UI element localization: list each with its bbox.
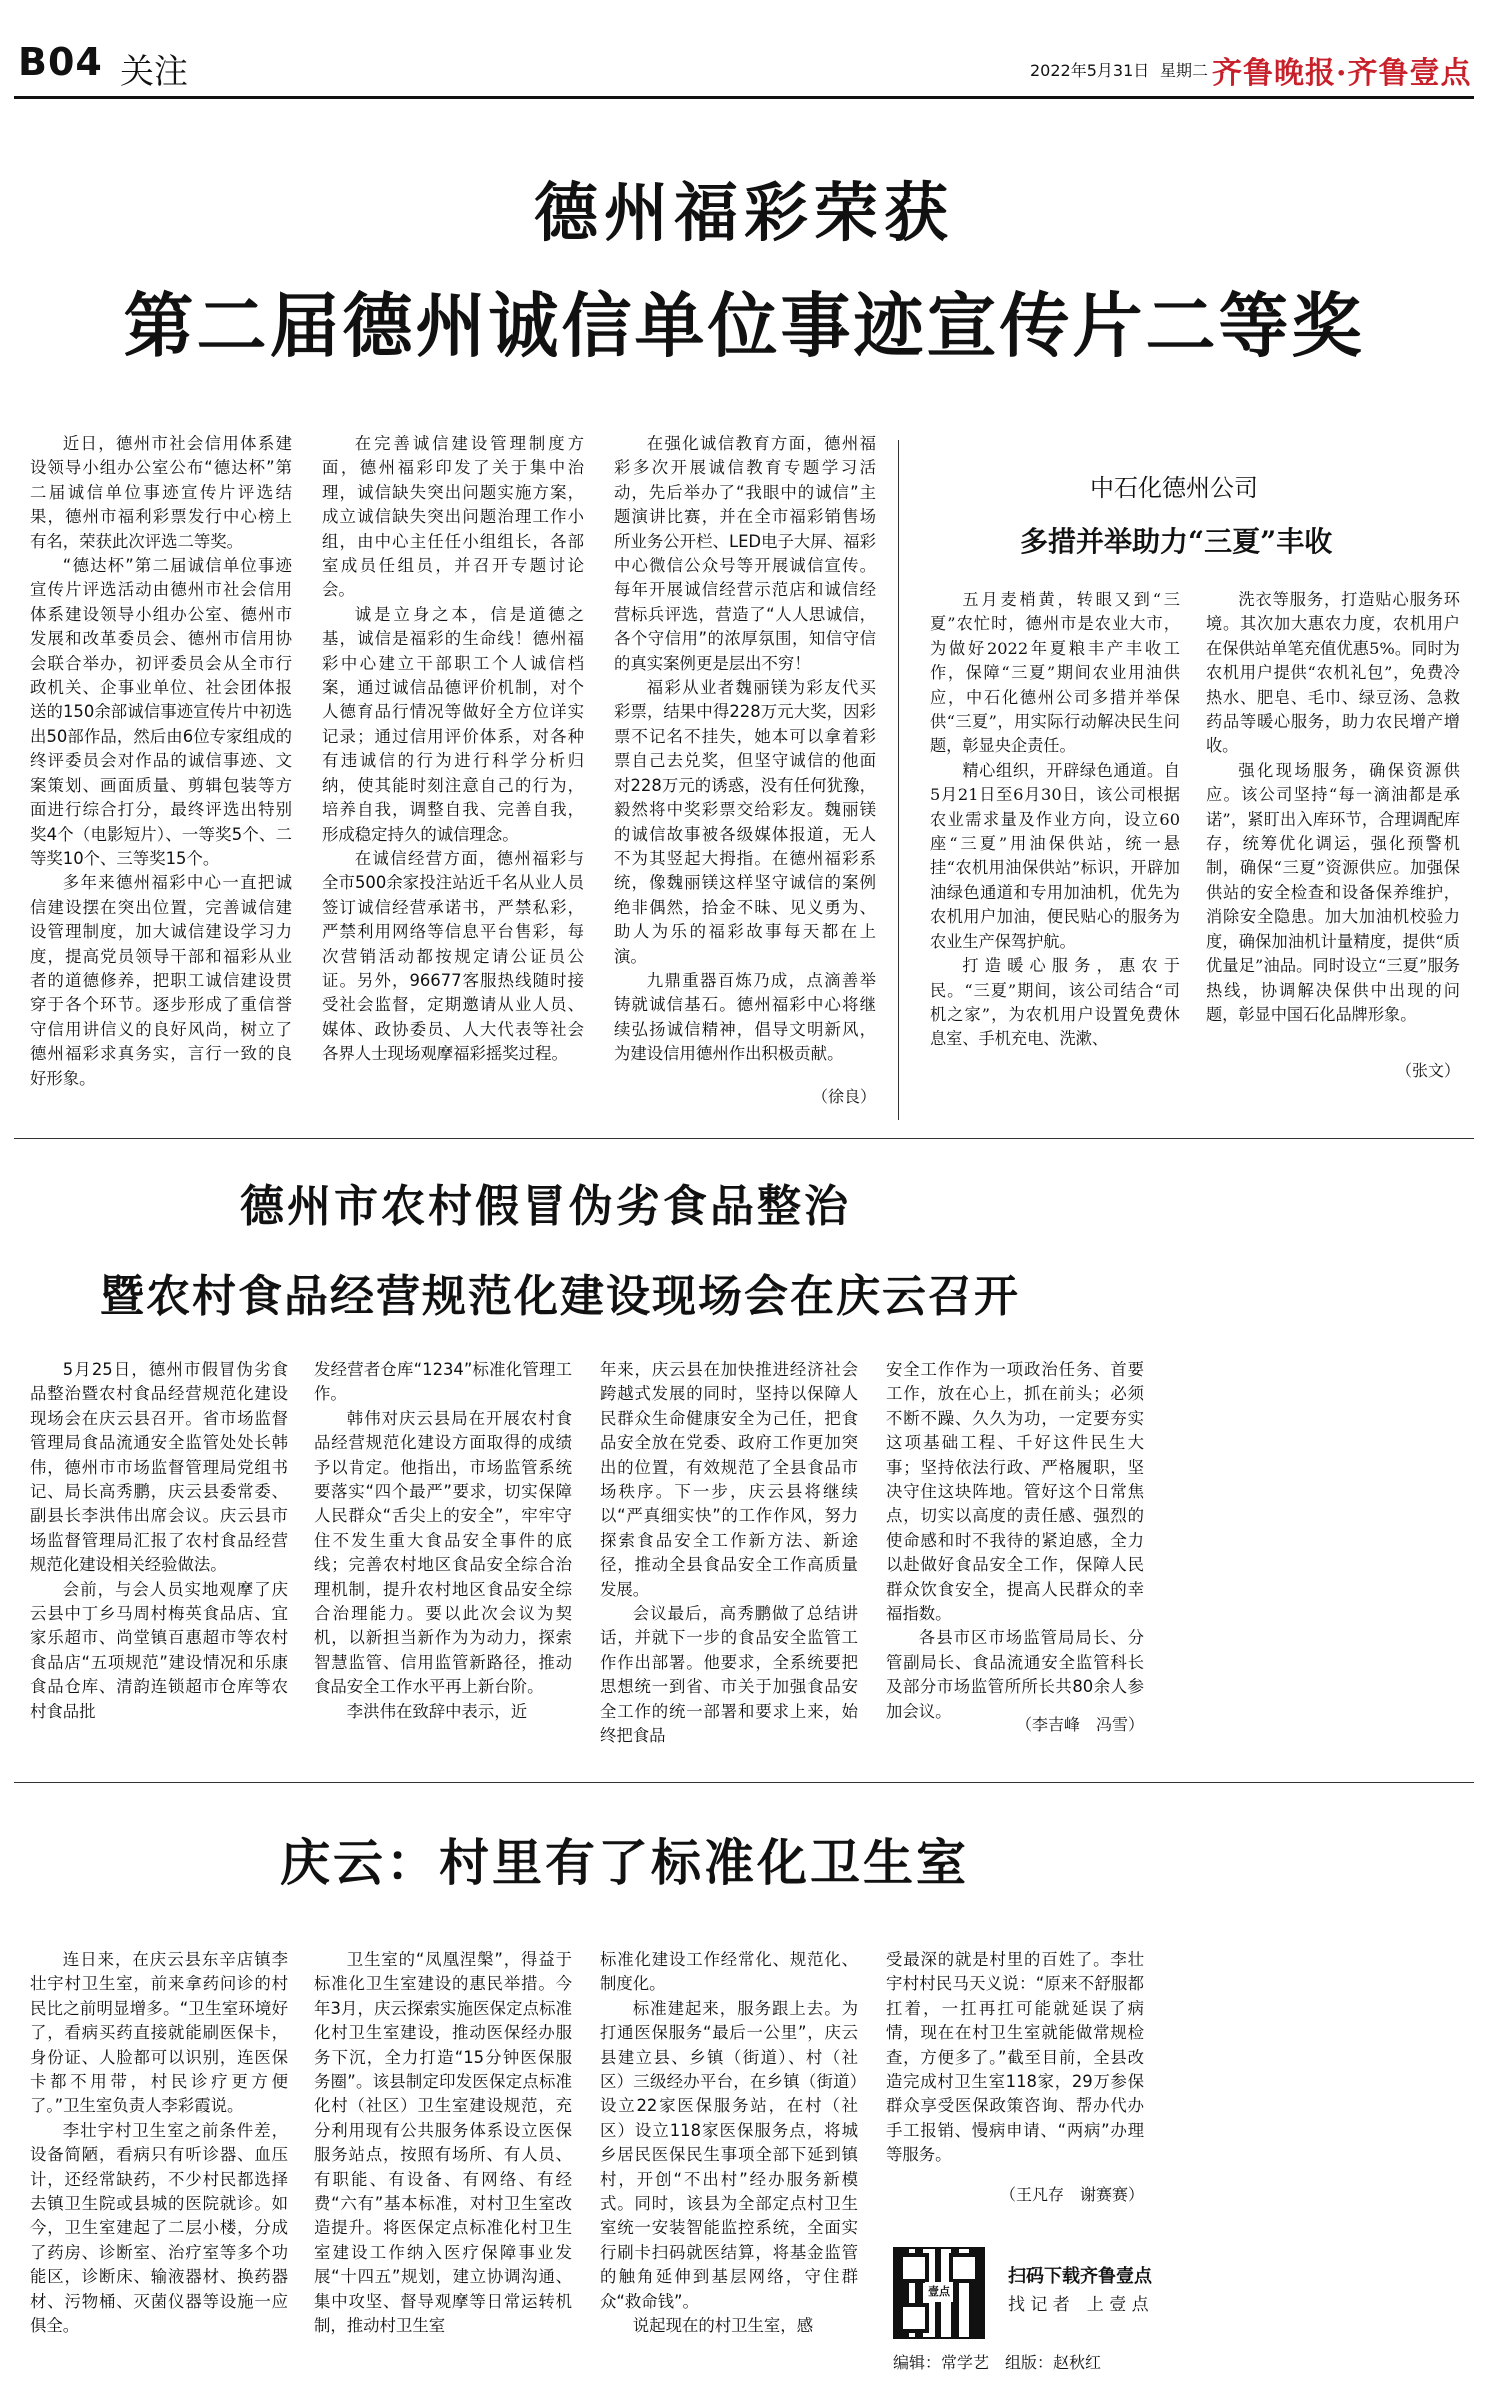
article1-column-3 [614, 432, 876, 1082]
paragraph: “德达杯”第二届诚信单位事迹宣传片评选活动由德州市社会信用体系建设领导小组办公室、德州市发展和改革委员会、德州市信用协会联合举办，初评委员会从全市行政机关、企事业单位、社会团体报送的150余部诚信事迹宣传片中初选出50部作品，然后由6位专家组成的终评委员会对作品的诚信事迹、文案策划、画面质量、剪辑包装等方面进行综合打分，最终评选出特别奖4个（电影短片）、一等奖5个、二等奖10个、三等奖15个。 [30, 556, 292, 868]
paragraph: 在强化诚信教育方面，德州福彩多次开展诚信教育专题学习活动，先后举办了“我眼中的诚信”主题演讲比赛，并在全市福彩销售场所业务公开栏、LED电子大屏、福彩中心微信公众号等开展诚信宣传。每年开展诚信经营示范店和诚信经营标兵评选，营造了“人人思诚信，各个守信用”的浓厚氛围，知信守信的真实案例更是层出不穷！ [614, 434, 876, 673]
qr-label: 壹点 [925, 2282, 953, 2302]
paragraph: 洗衣等服务，打造贴心服务环境。其次加大惠农力度，农机用户在保供站单笔充值优惠5%。同时为农机用户提供“农机礼包”，免费冷热水、肥皂、毛巾、绿豆汤、急救药品等暖心服务，助力农民增产增收。 [1206, 590, 1460, 756]
paragraph: 发经营者仓库“1234”标准化管理工作。 [314, 1360, 572, 1404]
paragraph: 标准化建设工作经常化、规范化、制度化。 [600, 1950, 858, 1994]
qr-finder-icon [949, 2253, 979, 2283]
sidebar-signature: （张文） [1395, 1061, 1460, 1080]
paragraph: 各县市区市场监管局局长、分管副局长、食品流通安全监管科长及部分市场监管所所长共80余人参加会议。 [886, 1628, 1144, 1721]
section-rule-1 [14, 1138, 1474, 1139]
article2-title-line2: 暨农村食品经营规范化建设现场会在庆云召开 [100, 1271, 1020, 1322]
paragraph: 九鼎重器百炼乃成，点滴善举铸就诚信基石。德州福彩中心将继续弘扬诚信精神，倡导文明新风，为建设信用德州作出积极贡献。 [614, 970, 876, 1064]
paragraph: 精心组织，开辟绿色通道。自5月21日至6月30日，该公司根据农业需求量及作业方向，设立60座“三夏”用油保供站，统一悬挂“农机用油保供站”标识，开辟加油绿色通道和专用加油机，优先为农机用户加油，便民贴心的服务为农业生产保驾护航。 [930, 760, 1180, 951]
issue-date: 2022年5月31日 [1030, 61, 1150, 80]
paragraph: 卫生室的“凤凰涅槃”，得益于标准化卫生室建设的惠民举措。今年3月，庆云探索实施医保定点标准化村卫生室建设，推动医保经办服务下沉，全力打造“15分钟医保服务圈”。该县制定印发医保定点标准化村（社区）卫生室建设规范，充分利用现有公共服务体系设立医保服务站点，按照有场所、有人员、有职能、有设备、有网络、有经费“六有”基本标准，对村卫生室改造提升。将医保定点标准化村卫生室建设工作纳入医疗保障事业发展“十四五”规划，建立协调沟通、集中攻坚、督导观摩等日常运转机制，推动村卫生室 [314, 1950, 572, 2336]
paragraph: 5月25日，德州市假冒伪劣食品整治暨农村食品经营规范化建设现场会在庆云县召开。省市场监督管理局食品流通安全监管处处长韩伟，德州市市场监督管理局党组书记、局长高秀鹏，庆云县委常委、副县长李洪伟出席会议。庆云县市场监督管理局汇报了农村食品经营规范化建设相关经验做法。 [30, 1360, 288, 1575]
sidebar-title: 多措并举助力“三夏”丰收 [1020, 525, 1333, 558]
paragraph: 近日，德州市社会信用体系建设领导小组办公室公布“德达杯”第二届诚信单位事迹宣传片评选结果，德州市福利彩票发行中心榜上有名，荣获此次评选二等奖。 [30, 434, 292, 551]
paragraph: 会议最后，高秀鹏做了总结讲话，并就下一步的食品安全监管工作作出部署。他要求，全系统要把思想统一到省、市关于加强食品安全工作的统一部署和要求上来，始终把食品 [600, 1604, 858, 1746]
paragraph: 五月麦梢黄，转眼又到“三夏”农忙时，德州市是农业大市，为做好2022年夏粮丰产丰收工作，保障“三夏”期间农业用油供应，中石化德州公司多措并举保供“三夏”，用实际行动解决民生问题，彰显央企责任。 [930, 590, 1180, 756]
section-name: 关注 [120, 52, 188, 92]
paragraph: 年来，庆云县在加快推进经济社会跨越式发展的同时，坚持以保障人民群众生命健康安全为己任，把食品安全放在党委、政府工作更加突出的位置，有效规范了全县食品市场秩序。下一步，庆云县将继续以“严真细实快”的工作作风，努力探索食品安全工作新方法、新途径，推动全县食品安全工作高质量发展。 [600, 1360, 858, 1599]
article2-title-line1: 德州市农村假冒伪劣食品整治 [240, 1181, 851, 1232]
article2-column-3 [600, 1358, 858, 1746]
qr-finder-icon [899, 2303, 929, 2333]
article1-signature: （徐良） [811, 1087, 876, 1106]
qr-finder-icon [899, 2253, 929, 2283]
sidebar-column-2 [1206, 588, 1460, 1058]
paragraph: 打造暖心服务，惠农于民。“三夏”期间，该公司结合“司机之家”，为农机用户设置免费休息室、手机充电、洗漱、 [930, 956, 1180, 1049]
issue-weekday: 星期二 [1160, 61, 1209, 80]
paragraph: 多年来德州福彩中心一直把诚信建设摆在突出位置，完善诚信建设管理制度，加大诚信建设学习力度，提高党员领导干部和福彩从业者的道德修养，把职工诚信建设贯穿于各个环节。逐步形成了重信誉守信用讲信义的良好风尚，树立了德州福彩求真务实，言行一致的良好形象。 [30, 873, 292, 1088]
editor-credits: 编辑：常学艺 组版：赵秋红 [893, 2353, 1102, 2372]
page-code: B04 [18, 40, 103, 84]
article1-title-line2: 第二届德州诚信单位事迹宣传片二等奖 [123, 284, 1365, 367]
article2-column-4 [886, 1358, 1144, 1721]
article2-column-2 [314, 1358, 572, 1738]
paragraph: 诚是立身之本，信是道德之基，诚信是福彩的生命线！德州福彩中心建立干部职工个人诚信档案，通过诚信品德评价机制，对个人德育品行情况等做好全方位详实记录；通过信用评价体系，对各种有违诚信的行为进行科学分析归纳，使其能时刻注意自己的行为，培养自我，调整自我、完善自我，形成稳定持久的诚信理念。 [322, 604, 584, 844]
article3-column-3 [600, 1948, 858, 2368]
article3-column-2 [314, 1948, 572, 2368]
paragraph: 安全工作作为一项政治任务、首要工作，放在心上，抓在前头；必须不断不躁、久久为功，一定要夯实这项基础工程、千好这件民生大事；坚持依法行政、严格履职，坚决守住这块阵地。管好这个日常焦点，切实以高度的责任感、强烈的使命感和时不我待的紧迫感，全力以赴做好食品安全工作，保障人民群众饮食安全，提高人民群众的幸福指数。 [886, 1360, 1144, 1624]
paragraph: 连日来，在庆云县东辛店镇李壮宇村卫生室，前来拿药问诊的村民比之前明显增多。“卫生室环境好了，看病买药直接就能刷医保卡，身份证、人脸都可以识别，连医保卡都不用带，村民诊疗更方便了。”卫生室负责人李彩霞说。 [30, 1950, 288, 2116]
article3-column-1 [30, 1948, 288, 2368]
article1-title-line1: 德州福彩荣获 [534, 176, 954, 251]
article1-column-1 [30, 432, 292, 1112]
article2-signature: （李吉峰 冯雪） [1015, 1715, 1144, 1734]
paragraph: 李洪伟在致辞中表示，近 [346, 1701, 528, 1721]
article3-column-4 [886, 1948, 1144, 2165]
paragraph: 强化现场服务，确保资源供应。该公司坚持“每一滴油都是承诺”，紧盯出入库环节，合理调配库存，统筹优化调运，强化预警机制，确保“三夏”资源供应。加强保供站的安全检查和设备保养维护，消除安全隐患。加大加油机校验力度，确保加油机计量精度，提供“质优量足”油品。同时设立“三夏”服务热线，协调解决保供中出现的问题，彰显中国石化品牌形象。 [1206, 760, 1460, 1024]
paragraph: 福彩从业者魏丽镁为彩友代买彩票，结果中得228万元大奖，因彩票不记名不挂失，她本可以拿着彩票自己去兑奖，但坚守诚信的他面对228万元的诱惑，没有任何犹豫，毅然将中奖彩票交给彩友。魏丽镁的诚信故事被各级媒体报道，无人不为其竖起大拇指。在德州福彩系统，像魏丽镁这样坚守诚信的案例绝非偶然，拾金不昧、见义勇为、助人为乐的福彩故事每天都在上演。 [614, 678, 876, 966]
paragraph: 受最深的就是村里的百姓了。李壮宇村村民马天义说：“原来不舒服都扛着，一扛再扛可能就延误了病情，现在在村卫生室就能做常规检查，方便多了。”截至目前，全县改造完成村卫生室118家，29万参保群众享受医保政策咨询、帮办代办手工报销、慢病申请、“两病”办理等服务。 [886, 1950, 1144, 2165]
paragraph: 韩伟对庆云县局在开展农村食品经营规范化建设方面取得的成绩予以肯定。他指出，市场监管系统要落实“四个最严”要求，切实保障人民群众“舌尖上的安全”，牢牢守住不发生重大食品安全事件的底线；完善农村地区食品安全综合治理机制，提升农村地区食品安全综合治理能力。要以此次会议为契机，以新担当新作为为动力，探索智慧监管、信用监管新路径，推动食品安全工作水平再上新台阶。 [314, 1408, 572, 1697]
sidebar-divider [898, 440, 899, 1120]
sidebar-column-1 [930, 588, 1180, 1088]
qr-caption: 扫码下载齐鲁壹点 [1008, 2266, 1152, 2287]
article3-signature: （王凡存 谢赛赛） [999, 2185, 1144, 2204]
paragraph: 标准建起来，服务跟上去。为打通医保服务“最后一公里”，庆云县建立县、乡镇（街道）、村（社区）三级经办平台，在乡镇（街道）设立22家医保服务站，在村（社区）设立118家医保服务点，将城乡居民医保民生事项全部下延到镇村，开创“不出村”经办服务新模式。同时，该县为全部定点村卫生室统一安装智能监控系统，全面实行刷卡扫码就医结算，将基金监管的触角延伸到基层网络，守住群众“救命钱”。 [600, 1998, 858, 2311]
section-rule-2 [14, 1782, 1474, 1783]
paragraph: 在完善诚信建设管理制度方面，德州福彩印发了关于集中治理，诚信缺失突出问题实施方案，成立诚信缺失突出问题治理工作小组，由中心主任任小组组长，各部室成员任组员，并召开专题讨论会。 [322, 434, 584, 600]
brand-logo: 齐鲁晚报·齐鲁壹点 [1212, 56, 1472, 91]
header-rule [14, 96, 1474, 99]
paragraph: 说起现在的村卫生室，感 [632, 2316, 814, 2336]
qr-code[interactable] [893, 2247, 985, 2339]
article3-title: 庆云：村里有了标准化卫生室 [280, 1833, 969, 1892]
article2-column-1 [30, 1358, 288, 1738]
paragraph: 李壮宇村卫生室之前条件差，设备简陋，看病只有听诊器、血压计，还经常缺药，不少村民都选择去镇卫生院或县城的医院就诊。如今，卫生室建起了二层小楼，分成了药房、诊断室、治疗室等多个功能区，诊断床、输液器材、换药器材、污物桶、灭菌仪器等设施一应俱全。 [30, 2120, 288, 2336]
paragraph: 在诚信经营方面，德州福彩与全市500余家投注站近千名从业人员签订诚信经营承诺书，严禁私彩，严禁利用网络等信息平台售彩，每次营销活动都按规定请公证员公证。另外，96677客服热线随时接受社会监督，定期邀请从业人员、媒体、政协委员、人大代表等社会各界人士现场观摩福彩摇奖过程。 [322, 848, 584, 1064]
paragraph: 会前，与会人员实地观摩了庆云县中丁乡马周村梅英食品店、宜家乐超市、尚堂镇百惠超市等农村食品店“五项规范”建设情况和乐康食品仓库、清韵连锁超市仓库等农村食品批 [30, 1579, 288, 1721]
article1-column-2 [322, 432, 584, 1112]
sidebar-subtitle: 中石化德州公司 [1090, 474, 1258, 502]
qr-subcaption: 找 记 者 上 壹 点 [1008, 2295, 1149, 2315]
